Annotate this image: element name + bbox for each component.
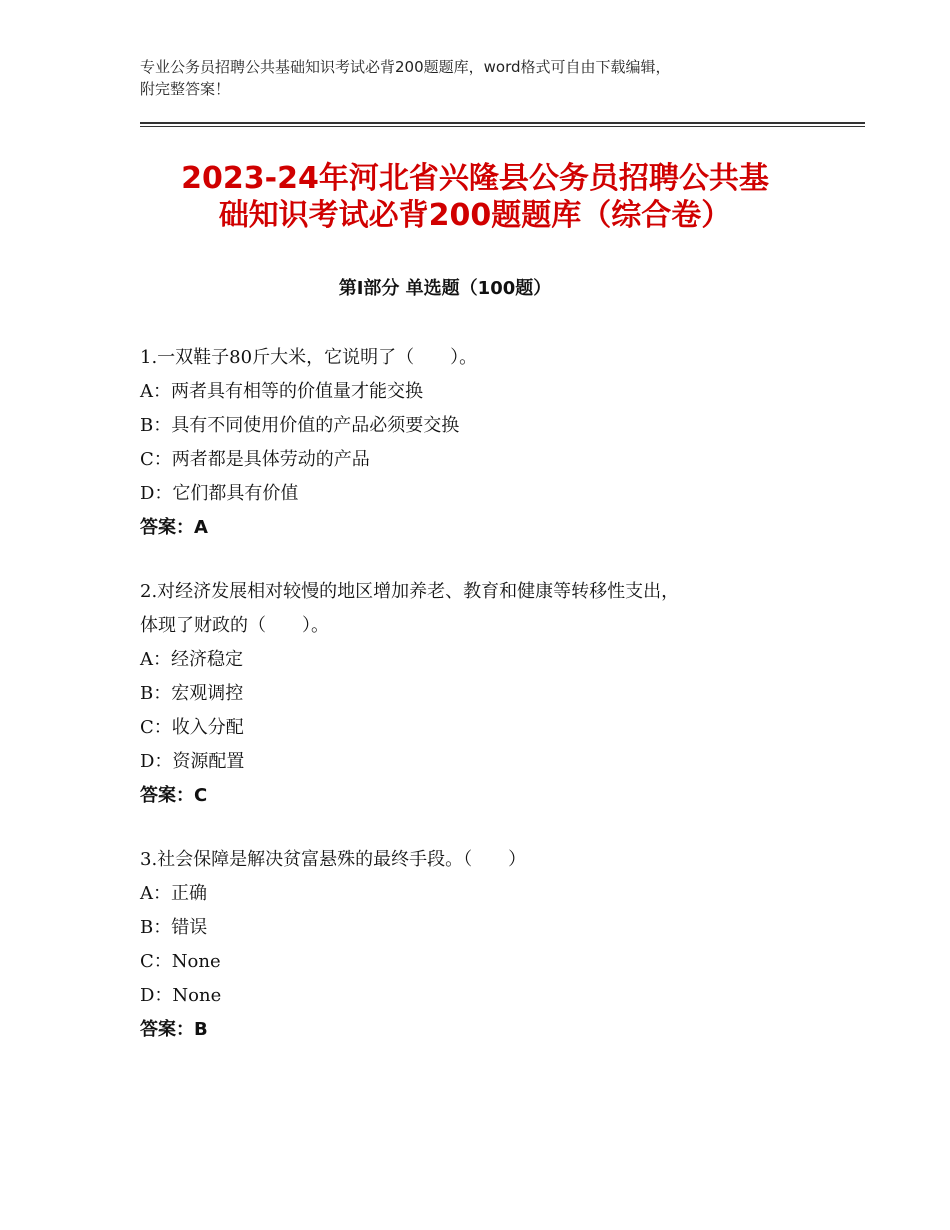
header-note-line: 专业公务员招聘公共基础知识考试必背200题题库，word格式可自由下载编辑， xyxy=(140,58,671,76)
option-c: C：None xyxy=(140,951,221,972)
document-title-line: 础知识考试必背200题题库（综合卷） xyxy=(218,198,732,233)
option-a: A：正确 xyxy=(140,883,207,904)
question-item xyxy=(140,341,820,545)
answer-line: 答案：A xyxy=(140,517,208,538)
header-divider-thin xyxy=(140,126,865,127)
option-a: A：经济稳定 xyxy=(140,649,243,670)
document-title xyxy=(120,160,830,234)
question-list xyxy=(140,341,820,1077)
option-d: D：它们都具有价值 xyxy=(140,483,299,504)
option-d: D：资源配置 xyxy=(140,751,245,772)
section-title: 第Ⅰ部分 单选题（100题） xyxy=(338,278,552,299)
option-b: B：宏观调控 xyxy=(140,683,244,704)
question-stem: 1.一双鞋子80斤大米，它说明了（ ）。 xyxy=(140,347,478,368)
option-c: C：收入分配 xyxy=(140,717,244,738)
document-title-line: 2023-24年河北省兴隆县公务员招聘公共基 xyxy=(181,161,769,196)
answer-line: 答案：C xyxy=(140,785,208,806)
option-c: C：两者都是具体劳动的产品 xyxy=(140,449,370,470)
option-a: A：两者具有相等的价值量才能交换 xyxy=(140,381,423,402)
option-b: B：具有不同使用价值的产品必须要交换 xyxy=(140,415,460,436)
question-stem: 3.社会保障是解决贫富悬殊的最终手段。（ ） xyxy=(140,849,527,870)
option-d: D：None xyxy=(140,985,222,1006)
header-note-line: 附完整答案！ xyxy=(140,80,231,98)
question-stem: 2.对经济发展相对较慢的地区增加养老、教育和健康等转移性支出， xyxy=(140,581,680,602)
header-divider xyxy=(140,122,865,124)
question-item xyxy=(140,843,820,1047)
question-stem-continued: 体现了财政的（ ）。 xyxy=(140,615,329,636)
option-b: B：错误 xyxy=(140,917,208,938)
header-note xyxy=(140,56,820,100)
question-item xyxy=(140,575,820,813)
answer-line: 答案：B xyxy=(140,1019,208,1040)
